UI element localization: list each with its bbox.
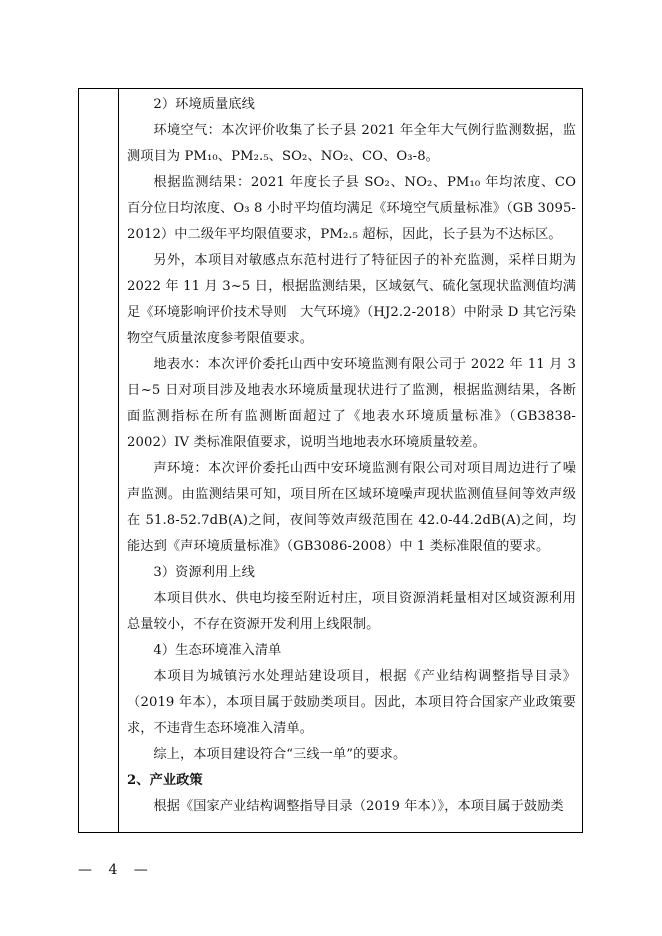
heading-resource-utilization: 3）资源利用上线 [153, 565, 255, 580]
paragraph-industrial-policy: 根据《国家产业结构调整指导目录（2019 年本）》，本项目属于鼓励类 [153, 799, 564, 814]
heading-environment-quality-baseline: 2）环境质量底线 [153, 97, 255, 112]
paragraph-supplementary-monitoring: 另外，本项目对敏感点东范村进行了特征因子的补充监测，采样日期为 2022 年 11 月 3~5 日，根据监测结果，区域氨气、硫化氢现状监测值均满足《环境影响评价技术导则 大气环境》（HJ2.2-2018）中附录 D 其它污染物空气质量浓度参考限值要求。 [127, 253, 576, 346]
section-heading-industrial-policy: 2、产业政策 [127, 773, 203, 788]
paragraph-summary: 综上，本项目建设符合“三线一单”的要求。 [153, 747, 407, 762]
paragraph-ecological-access: 本项目为城镇污水处理站建设项目，根据《产业结构调整指导目录》（2019 年本），本项目属于鼓励类项目。因此，本项目符合国家产业政策要求，不违背生态环境准入清单。 [127, 669, 576, 736]
table-content-cell [119, 89, 582, 832]
table-left-column [79, 89, 119, 832]
paragraph-acoustic-environment: 声环境：本次评价委托山西中安环境监测有限公司对项目周边进行了噪声监测。由监测结果可知，项目所在区域环境噪声现状监测值昼间等效声级在 51.8-52.7dB(A)之间，夜间等效声级范围在 42.0-44.2dB(A)之间，均能达到《声环境质量标准》（GB3086-2008）中 1 类标准限值的要求。 [127, 461, 576, 554]
page-number: — 4 — [78, 862, 154, 878]
paragraph-monitoring-results: 根据监测结果：2021 年度长子县 SO₂、NO₂、PM₁₀ 年均浓度、CO 百分位日均浓度、O₃ 8 小时平均值均满足《环境空气质量标准》（GB 3095-2012）中二级年平均限值要求，PM₂.₅ 超标，因此，长子县为不达标区。 [127, 175, 576, 242]
paragraph-ambient-air: 环境空气：本次评价收集了长子县 2021 年全年大气例行监测数据，监测项目为 PM₁₀、PM₂.₅、SO₂、NO₂、CO、O₃-8。 [127, 123, 576, 164]
paragraph-surface-water: 地表水：本次评价委托山西中安环境监测有限公司于 2022 年 11 月 3 日~5 日对项目涉及地表水环境质量现状进行了监测，根据监测结果，各断面监测指标在所有监测断面超过了《地表水环境质量标准》（GB3838-2002）IV 类标准限值要求，说明当地地表水环境质量较差。 [127, 357, 576, 450]
document-table [78, 88, 583, 833]
paragraph-resource-utilization: 本项目供水、供电均接至附近村庄，项目资源消耗量相对区域资源利用总量较小，不存在资源开发利用上线限制。 [127, 591, 576, 632]
heading-ecological-access-list: 4）生态环境准入清单 [153, 643, 282, 658]
